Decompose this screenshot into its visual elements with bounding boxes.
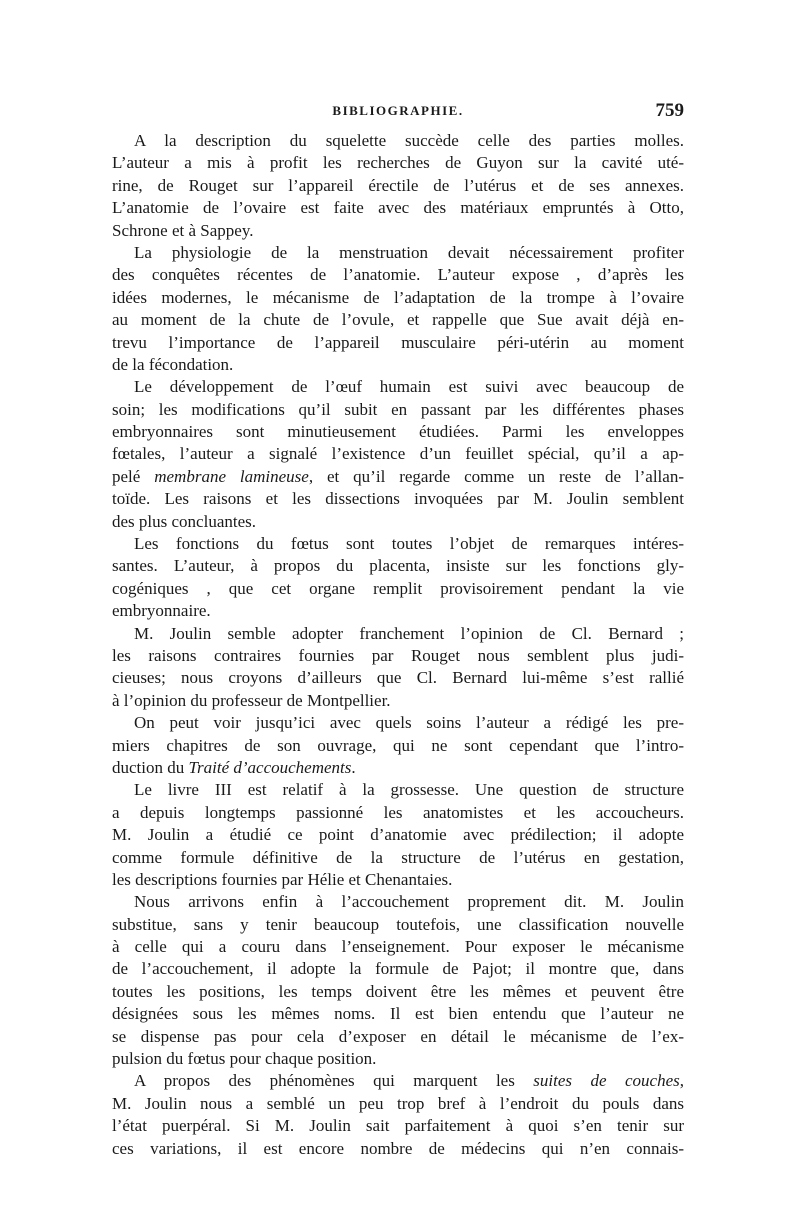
text-line: se dispense pas pour cela d’exposer en détail le mécanisme de l’ex- [112,1026,684,1046]
text-line: M. Joulin nous a semblé un peu trop bref à l’endroit du pouls dans [112,1093,684,1113]
text-line: L’anatomie de l’ovaire est faite avec des matériaux empruntés à Otto, [112,198,684,218]
text-line-segment: pelé [112,466,155,486]
text-line: des conquêtes récentes de l’anatomie. L’auteur expose , d’après les [112,265,684,285]
text-line: rine, de Rouget sur l’appareil érectile de l’utérus et de ses annexes. [112,175,684,195]
text-line: toïde. Les raisons et les dissections invoquées par M. Joulin semblent [112,489,684,509]
text-line [112,466,684,488]
text-line: de la fécondation. [112,354,234,374]
text-line: comme formule définitive de la structure de l’utérus en gestation, [112,847,684,867]
body-text [112,130,684,1160]
text-line [112,1070,684,1092]
text-line: idées modernes, le mécanisme de l’adaptation de la trompe à l’ovaire [112,287,684,307]
text-line: des plus concluantes. [112,511,256,531]
text-line: cieuses; nous croyons d’ailleurs que Cl. Bernard lui-même s’est rallié [112,668,684,688]
text-line-segment: , [679,1071,684,1091]
text-line: cogéniques , que cet organe remplit provisoirement pendant la vie [112,578,684,598]
page-number: 759 [655,100,684,121]
text-line-segment: A propos des phénomènes qui marquent les [134,1071,534,1091]
text-line: soin; les modifications qu’il subit en passant par les différentes phases [112,399,684,419]
text-line: embryonnaire. [112,601,211,621]
text-line: miers chapitres de son ouvrage, qui ne sont cependant que l’intro- [112,735,684,755]
text-line-segment: , et qu’il regarde comme un reste de l’allan- [308,466,684,486]
text-line [112,757,684,779]
text-line: les raisons contraires fournies par Rouget nous semblent plus judi- [112,645,684,665]
text-line: toutes les positions, les temps doivent être les mêmes et peuvent être [112,981,684,1001]
running-title: BIBLIOGRAPHIE. [332,103,464,118]
text-line: fœtales, l’auteur a signalé l’existence d’un feuillet spécial, qu’il a ap- [112,444,684,464]
text-line: Le livre III est relatif à la grossesse. Une question de structure [134,780,684,800]
text-line: pulsion du fœtus pour chaque position. [112,1049,377,1069]
text-line: On peut voir jusqu’ici avec quels soins l’auteur a rédigé les pre- [134,713,684,733]
text-line: les descriptions fournies par Hélie et Chenantaies. [112,869,453,889]
text-line: au moment de la chute de l’ovule, et rappelle que Sue avait déjà en- [112,310,684,330]
italic-term: Traité d’accouchements [188,757,352,777]
text-line: Le développement de l’œuf humain est suivi avec beaucoup de [134,377,684,397]
text-line: à celle qui a couru dans l’enseignement. Pour exposer le mécanisme [112,937,684,957]
text-line: Schrone et à Sappey. [112,220,254,240]
text-line: Les fonctions du fœtus sont toutes l’objet de remarques intéres- [134,534,684,554]
text-line: à l’opinion du professeur de Montpellier. [112,690,391,710]
text-line: trevu l’importance de l’appareil musculaire péri-utérin au moment [112,332,684,352]
text-line: santes. L’auteur, à propos du placenta, insiste sur les fonctions gly- [112,556,684,576]
text-line: a depuis longtemps passionné les anatomistes et les accoucheurs. [112,802,684,822]
text-line: ces variations, il est encore nombre de médecins qui n’en connais- [112,1138,684,1158]
text-line: désignées sous les mêmes noms. Il est bien entendu que l’auteur ne [112,1004,684,1024]
text-line-segment: . [351,757,356,777]
text-line-segment: duction du [112,757,189,777]
text-line: embryonnaires sont minutieusement étudiées. Parmi les enveloppes [112,422,684,442]
text-line: l’état puerpéral. Si M. Joulin sait parfaitement à quoi s’en tenir sur [112,1116,684,1136]
italic-term: suites de couches [533,1071,680,1091]
page-header [112,100,684,124]
text-line: M. Joulin a étudié ce point d’anatomie avec prédilection; il adopte [112,825,684,845]
text-line: de l’accouchement, il adopte la formule de Pajot; il montre que, dans [112,959,684,979]
text-line: A la description du squelette succède celle des parties molles. [134,131,684,150]
text-line: M. Joulin semble adopter franchement l’opinion de Cl. Bernard ; [134,623,684,643]
text-line: L’auteur a mis à profit les recherches de Guyon sur la cavité uté- [112,153,684,173]
text-line: Nous arrivons enfin à l’accouchement proprement dit. M. Joulin [134,892,684,912]
text-line: substitue, sans y tenir beaucoup toutefois, une classification nouvelle [112,914,684,934]
text-line: La physiologie de la menstruation devait nécessairement profiter [134,242,684,262]
italic-term: membrane lamineuse [154,466,309,486]
